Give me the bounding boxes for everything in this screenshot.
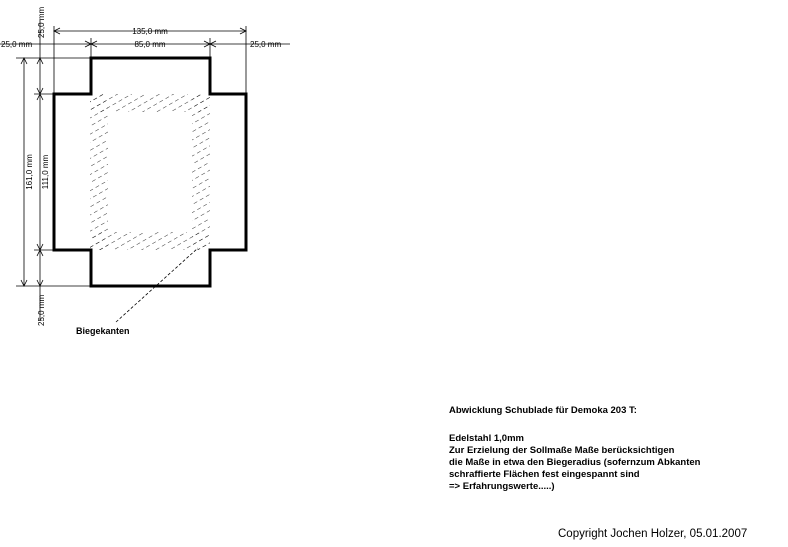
notes-line: Edelstahl 1,0mm	[449, 433, 524, 444]
dim-total-width: 135,0 mm	[132, 27, 168, 36]
dim-flap-top: 25,0 mm	[37, 6, 46, 38]
notes-line: die Maße in etwa den Biegeradius (sofernzum Abkanten	[449, 457, 701, 468]
dim-flap-bottom: 25,0 mm	[37, 294, 46, 326]
dim-flap-right: 25,0 mm	[250, 40, 282, 49]
hatch-left	[90, 94, 108, 250]
notes-block	[449, 405, 779, 493]
hatch-right	[192, 94, 210, 250]
dim-flap-left: 25,0 mm	[1, 40, 33, 49]
copyright-text: Copyright Jochen Holzer, 05.01.2007	[558, 528, 748, 540]
hatched-bend-zones	[90, 94, 210, 250]
dim-inner-height: 111,0 mm	[41, 154, 50, 190]
notes-title: Abwicklung Schublade für Demoka 203 T:	[449, 405, 637, 416]
notes-line: => Erfahrungswerte.....)	[449, 481, 555, 492]
dim-inner-width: 85,0 mm	[134, 40, 166, 49]
bend-edges-label: Biegekanten	[76, 326, 130, 336]
dim-total-height: 161,0 mm	[25, 154, 34, 190]
notes-line: schraffierte Flächen fest eingespannt sind	[449, 469, 640, 480]
notes-line: Zur Erzielung der Sollmaße Maße berücksichtigen	[449, 445, 675, 456]
drawer-blank-outline	[54, 58, 246, 286]
